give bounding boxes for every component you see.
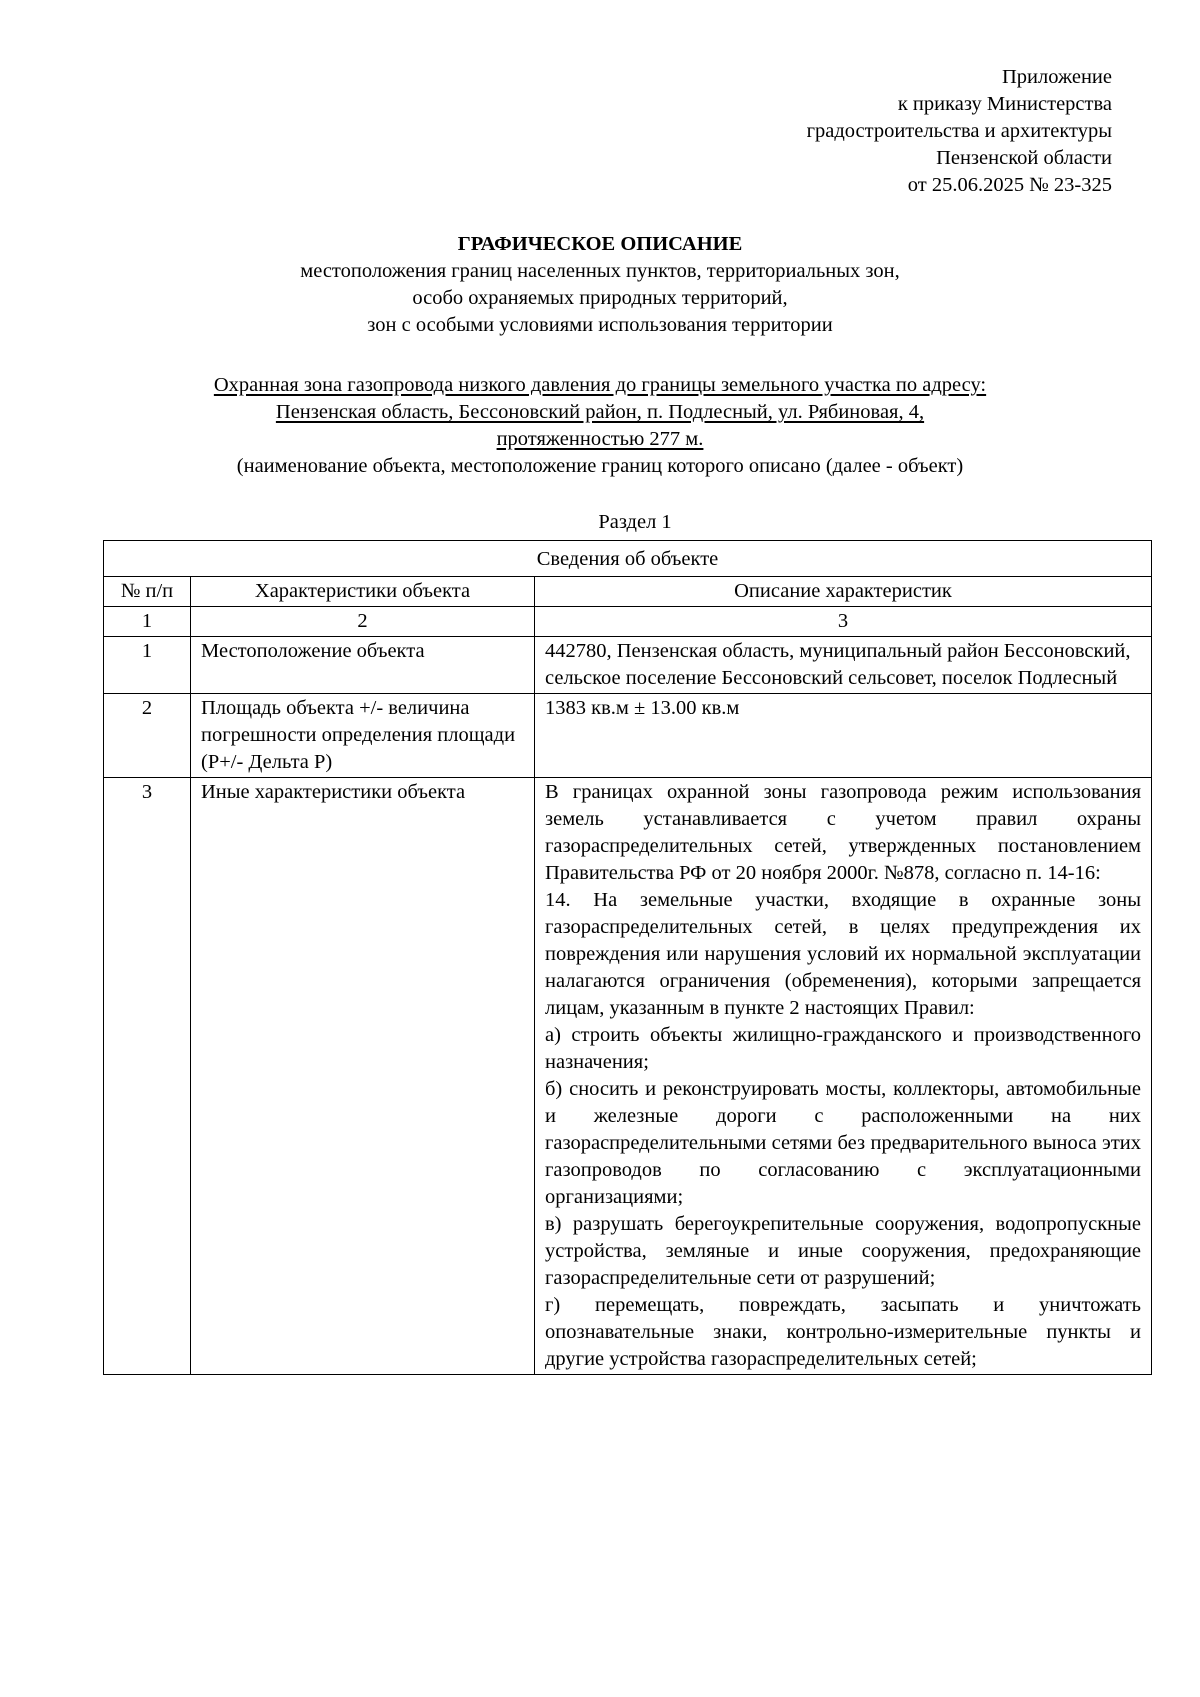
- object-line: Пензенская область, Бессоновский район, п. Подлесный, ул. Рябиновая, 4,: [275, 401, 925, 423]
- header-cell: Описание характеристик: [535, 577, 1152, 607]
- document-title: [0, 231, 1200, 339]
- title-line: особо охраняемых природных территорий,: [412, 287, 788, 309]
- appendix-line: Пензенской области: [936, 147, 1112, 169]
- appendix-line: градостроительства и архитектуры: [806, 120, 1112, 142]
- title-line: зон с особыми условиями использования территории: [367, 314, 833, 336]
- header-cell: № п/п: [104, 577, 191, 607]
- column-number-cell: 3: [535, 607, 1152, 637]
- row-characteristic: Иные характеристики объекта: [191, 778, 535, 1375]
- row-number: 1: [104, 637, 191, 694]
- description-paragraph: а) строить объекты жилищно-гражданского и производственного назначения;: [545, 1024, 1142, 1073]
- row-description: [535, 694, 1152, 778]
- column-number-cell: 2: [191, 607, 535, 637]
- object-caption: (наименование объекта, местоположение границ которого описано (далее - объект): [236, 455, 964, 477]
- description-paragraph: б) сносить и реконструировать мосты, коллекторы, автомобильные и железные дороги с расположенными на них газораспределительными сетями без предварительного выноса этих газопроводов по согласованию с эксплуатационными организациями;: [545, 1078, 1142, 1208]
- object-line: Охранная зона газопровода низкого давления до границы земельного участка по адресу:: [213, 374, 987, 396]
- appendix-line: от 25.06.2025 № 23-325: [907, 174, 1112, 196]
- description-paragraph: 442780, Пензенская область, муниципальный район Бессоновский, сельское поселение Бессоновский сельсовет, поселок Подлесный: [545, 640, 1131, 689]
- table-header-row: [104, 577, 1152, 607]
- table-row: [104, 778, 1152, 1375]
- column-number-row: [104, 607, 1152, 637]
- table-caption: Сведения об объекте: [104, 541, 1152, 577]
- object-line: протяженностью 277 м.: [496, 428, 704, 450]
- row-number: 2: [104, 694, 191, 778]
- row-description: [535, 778, 1152, 1375]
- description-paragraph: В границах охранной зоны газопровода режим использования земель устанавливается с учетом правил охраны газораспределительных сетей, утвержденных постановлением Правительства РФ от 20 ноября 2000г. №878, согласно п. 14-16:: [545, 781, 1142, 884]
- header-cell: Характеристики объекта: [191, 577, 535, 607]
- table-row: [104, 694, 1152, 778]
- appendix-line: к приказу Министерства: [897, 93, 1112, 115]
- description-paragraph: в) разрушать берегоукрепительные сооружения, водопропускные устройства, земляные и иные сооружения, предохраняющие газораспределительные сети от разрушений;: [545, 1213, 1142, 1289]
- column-number-cell: 1: [104, 607, 191, 637]
- section-label: Раздел 1: [598, 511, 672, 533]
- description-paragraph: 14. На земельные участки, входящие в охранные зоны газораспределительных сетей, в целях предупреждения их повреждения или нарушения условий их нормальной эксплуатации налагаются ограничения (обременения), которыми запрещается лицам, указанным в пункте 2 настоящих Правил:: [545, 889, 1142, 1019]
- title-heading: ГРАФИЧЕСКОЕ ОПИСАНИЕ: [457, 233, 743, 255]
- object-name-block: [0, 372, 1200, 480]
- title-line: местоположения границ населенных пунктов, территориальных зон,: [300, 260, 900, 282]
- row-number: 3: [104, 778, 191, 1375]
- description-paragraph: г) перемещать, повреждать, засыпать и уничтожать опознавательные знаки, контрольно-измерительные пункты и другие устройства газораспределительных сетей;: [545, 1294, 1142, 1370]
- table-caption-row: [104, 541, 1152, 577]
- description-paragraph: 1383 кв.м ± 13.00 кв.м: [545, 697, 740, 719]
- object-info-table: [103, 540, 1152, 1375]
- table-row: [104, 637, 1152, 694]
- row-description: [535, 637, 1152, 694]
- row-characteristic: Площадь объекта +/- величина погрешности определения площади (P+/- Дельта P): [191, 694, 535, 778]
- appendix-block: [807, 64, 1112, 199]
- appendix-line: Приложение: [1001, 66, 1112, 88]
- row-characteristic: Местоположение объекта: [191, 637, 535, 694]
